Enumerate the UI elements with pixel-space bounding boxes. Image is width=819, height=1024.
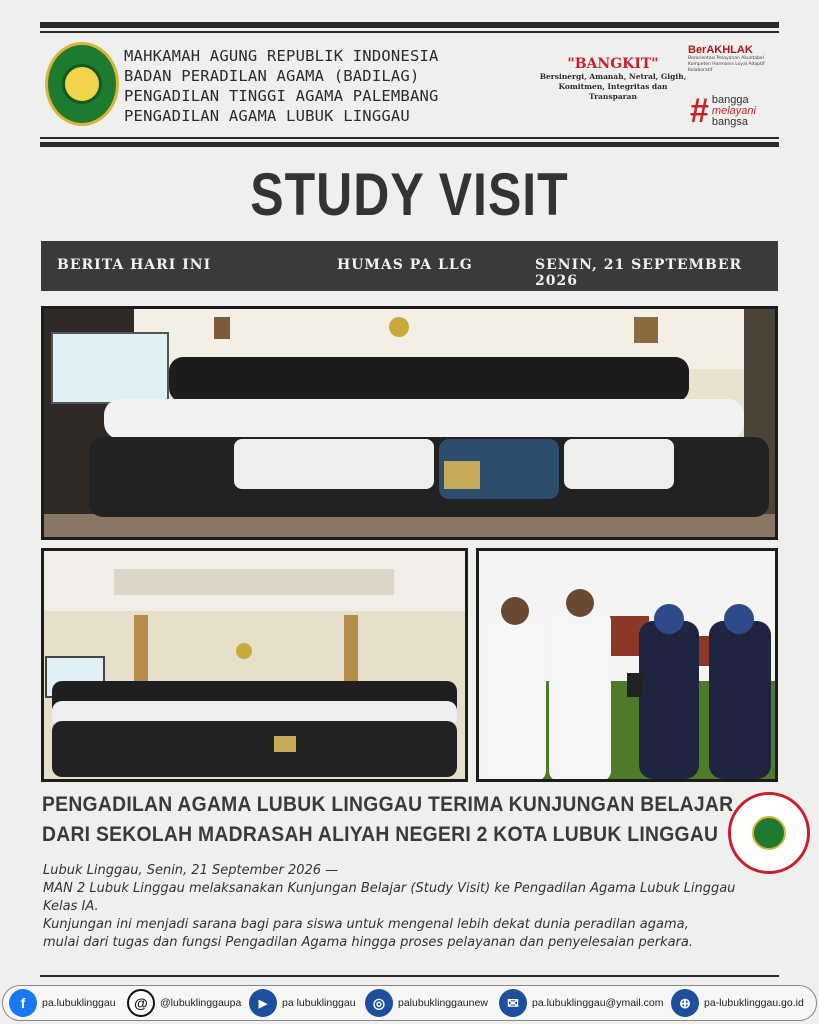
facebook-icon: f: [9, 989, 37, 1017]
bangga-line: bangsa: [711, 115, 749, 128]
website-icon: ⊕: [671, 989, 699, 1017]
header: [40, 38, 780, 134]
bangga-line: melayani: [711, 104, 756, 117]
banner-section: BERITA HARI INI: [57, 257, 212, 273]
article-paragraph: Kelas IA.: [43, 899, 99, 914]
email-icon: ✉: [499, 989, 527, 1017]
headline-line: DARI SEKOLAH MADRASAH ALIYAH NEGERI 2 KOTA LUBUK LINGGAU: [42, 823, 719, 846]
top-rule-thick: [40, 22, 779, 28]
social-email[interactable]: [499, 989, 663, 1017]
institution-line: BADAN PERADILAN AGAMA (BADILAG): [124, 67, 420, 85]
header-rule-thin: [40, 137, 779, 139]
institution-line: PENGADILAN AGAMA LUBUK LINGGAU: [124, 107, 410, 125]
bangkit-line: Bersinergi, Amanah, Netral, Gigih,: [539, 72, 687, 81]
bangga-melayani-logo: [690, 94, 756, 128]
institution-line: PENGADILAN TINGGI AGAMA PALEMBANG: [124, 87, 439, 105]
group-photo: [41, 306, 778, 540]
top-rule-thin: [40, 31, 779, 33]
social-label: pa-lubuklinggau.go.id: [704, 997, 804, 1009]
handover-photo: [476, 548, 778, 782]
bangkit-logo: [538, 56, 688, 102]
youtube-icon: ▶: [249, 989, 277, 1017]
berakhlak-subtitle: Berorientasi Pelayanan Akuntabel Kompeten Harmonis Loyal Adaptif Kolaboratif: [688, 56, 765, 73]
hashtag-icon: #: [690, 92, 709, 130]
header-rule-thick: [40, 142, 779, 147]
footer-rule: [40, 975, 779, 977]
court-logo: [45, 42, 119, 126]
social-label: @lubuklinggaupa: [160, 997, 242, 1009]
social-label: pa.lubuklinggau@ymail.com: [532, 997, 664, 1009]
headline-line: PENGADILAN AGAMA LUBUK LINGGAU TERIMA KUNJUNGAN BELAJAR: [42, 793, 734, 816]
bangga-line: bangga: [711, 93, 749, 106]
court-emblem-icon: [62, 64, 102, 104]
page-title: STUDY VISIT: [250, 161, 569, 229]
social-facebook[interactable]: [9, 989, 116, 1017]
banner-author: HUMAS PA LLG: [337, 257, 473, 273]
banner-date: SENIN, 21 SEPTEMBER 2026: [535, 257, 743, 289]
social-website[interactable]: [671, 989, 804, 1017]
article-paragraph: Kunjungan ini menjadi sarana bagi para siswa untuk mengenal lebih dekat dunia peradilan agama,: [43, 917, 689, 932]
court-emblem-icon: [752, 816, 786, 850]
social-instagram[interactable]: [365, 989, 488, 1017]
article-paragraph: mulai dari tugas dan fungsi Pengadilan Agama hingga proses pelayanan dan penyelesaian perkara.: [43, 935, 693, 950]
threads-icon: @: [127, 989, 155, 1017]
hall-photo: [41, 548, 468, 782]
institution-names: [124, 46, 439, 126]
news-banner: [41, 241, 778, 291]
berakhlak-title: BerAKHLAK: [688, 44, 753, 56]
social-threads[interactable]: [127, 989, 241, 1017]
article-paragraph: MAN 2 Lubuk Linggau melaksanakan Kunjungan Belajar (Study Visit) ke Pengadilan Agama Lubuk Linggau: [43, 881, 736, 896]
institution-line: MAHKAMAH AGUNG REPUBLIK INDONESIA: [124, 47, 439, 65]
social-youtube[interactable]: [249, 989, 356, 1017]
news-headline: [42, 790, 733, 850]
article-dateline: Lubuk Linggau, Senin, 21 September 2026 —: [43, 863, 339, 878]
bangkit-title: "BANGKIT": [567, 56, 659, 72]
social-footer: [2, 985, 817, 1021]
social-label: palubuklinggaunew: [398, 997, 488, 1009]
article-body: [43, 862, 783, 952]
bangkit-line: Komitmen, Integritas dan Transparan: [558, 82, 668, 101]
instagram-icon: ◎: [365, 989, 393, 1017]
social-label: pa.lubuklinggau: [42, 997, 116, 1009]
social-label: pa lubuklinggau: [282, 997, 356, 1009]
berakhlak-logo: [688, 44, 780, 74]
